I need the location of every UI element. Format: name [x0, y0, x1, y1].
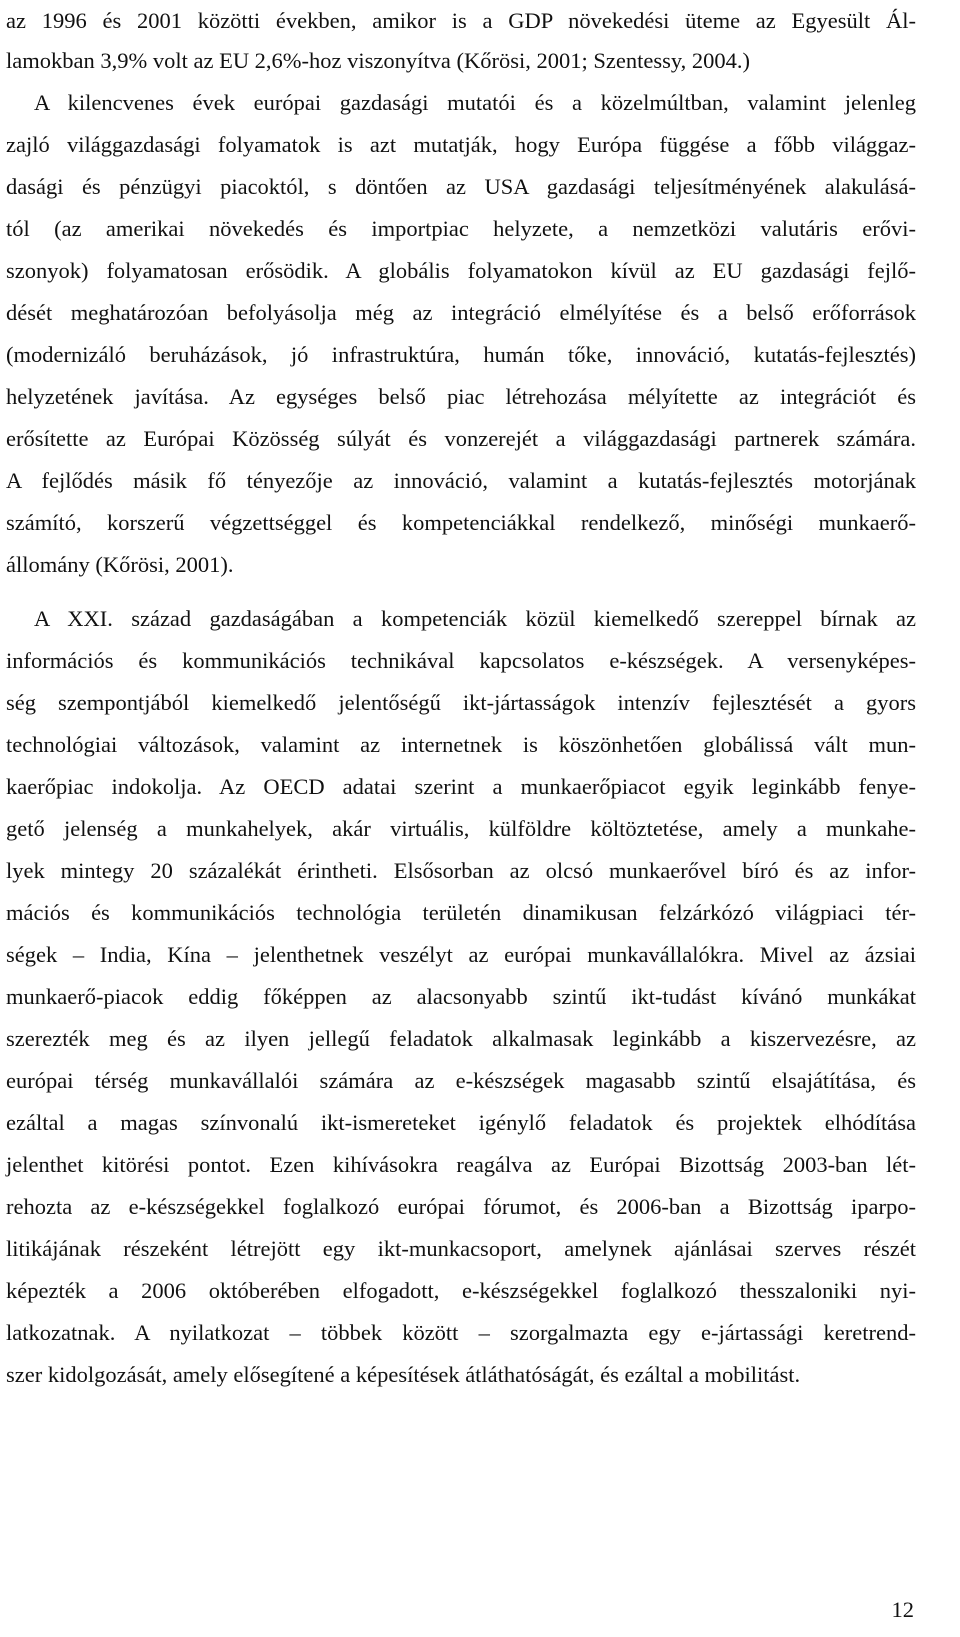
text-line-21: lyek mintegy 20 százalékát érintheti. Elsősorban az olcsó munkaerővel bíró és az infor-	[6, 858, 916, 883]
text-line-28: jelenthet kitörési pontot. Ezen kihívásokra reagálva az Európai Bizottság 2003-ban lét-	[6, 1152, 916, 1177]
text-line-15: A XXI. század gazdaságában a kompetenciák közül kiemelkedő szereppel bírnak az	[34, 606, 916, 631]
text-line-12: A fejlődés másik fő tényezője az innováció, valamint a kutatás-fejlesztés motorjának	[6, 468, 916, 493]
text-line-23: ségek – India, Kína – jelenthetnek veszélyt az európai munkavállalókra. Mivel az ázsiai	[6, 942, 916, 967]
text-line-8: dését meghatározóan befolyásolja még az integráció elmélyítése és a belső erőforrások	[6, 300, 916, 325]
text-line-33: szer kidolgozását, amely elősegítené a képesítések átláthatóságát, és ezáltal a mobilitást.	[6, 1362, 801, 1387]
text-line-19: kaerőpiac indokolja. Az OECD adatai szerint a munkaerőpiacot egyik leginkább fenye-	[6, 774, 916, 799]
text-line-5: dasági és pénzügyi piacoktól, s döntően az USA gazdasági teljesítményének alakulásá-	[6, 174, 916, 199]
text-line-13: számító, korszerű végzettséggel és kompetenciákkal rendelkező, minőségi munkaerő-	[6, 510, 916, 535]
text-line-11: erősítette az Európai Közösség súlyát és vonzerejét a világgazdasági partnerek számára.	[6, 426, 916, 451]
text-line-6: tól (az amerikai növekedés és importpiac helyzete, a nemzetközi valutáris erővi-	[6, 216, 916, 241]
text-line-20: gető jelenség a munkahelyek, akár virtuális, külföldre költöztetése, amely a munkahe-	[6, 816, 916, 841]
text-line-32: latkozatnak. A nyilatkozat – többek között – szorgalmazta egy e-jártassági keretrend-	[6, 1320, 916, 1345]
text-line-29: rehozta az e-készségekkel foglalkozó európai fórumot, és 2006-ban a Bizottság iparpo-	[6, 1194, 916, 1219]
text-line-31: képezték a 2006 októberében elfogadott, e-készségekkel foglalkozó thesszaloniki nyi-	[6, 1278, 916, 1303]
text-line-14: állomány (Kőrösi, 2001).	[6, 552, 234, 577]
text-line-1: az 1996 és 2001 közötti években, amikor is a GDP növekedési üteme az Egyesült Ál-	[6, 8, 916, 33]
text-line-3: A kilencvenes évek európai gazdasági mutatói és a közelmúltban, valamint jelenleg	[34, 90, 916, 115]
text-line-2: lamokban 3,9% volt az EU 2,6%-hoz viszonyítva (Kőrösi, 2001; Szentessy, 2004.)	[6, 48, 751, 73]
text-line-24: munkaerő-piacok eddig főképpen az alacsonyabb szintű ikt-tudást kívánó munkákat	[6, 984, 916, 1009]
text-line-26: európai térség munkavállalói számára az e-készségek magasabb szintű elsajátítása, és	[6, 1068, 916, 1093]
text-line-27: ezáltal a magas színvonalú ikt-ismereteket igénylő feladatok és projektek elhódítása	[6, 1110, 916, 1135]
text-line-16: információs és kommunikációs technikával kapcsolatos e-készségek. A versenyképes-	[6, 648, 916, 673]
text-line-4: zajló világgazdasági folyamatok is azt mutatják, hogy Európa függése a főbb világgaz-	[6, 132, 916, 157]
page-number: 12	[891, 1597, 914, 1622]
text-line-25: szerezték meg és az ilyen jellegű feladatok alkalmasak leginkább a kiszervezésre, az	[6, 1026, 916, 1051]
text-line-17: ség szempontjából kiemelkedő jelentőségű ikt-jártasságok intenzív fejlesztését a gyors	[6, 690, 916, 715]
text-line-10: helyzetének javítása. Az egységes belső piac létrehozása mélyítette az integrációt és	[6, 384, 916, 409]
text-line-22: mációs és kommunikációs technológia területén dinamikusan felzárkózó világpiaci tér-	[6, 900, 916, 925]
text-line-18: technológiai változások, valamint az internetnek is köszönhetően globálissá vált mun-	[6, 732, 916, 757]
text-line-9: (modernizáló beruházások, jó infrastruktúra, humán tőke, innováció, kutatás-fejlesztés)	[6, 342, 916, 367]
text-line-7: szonyok) folyamatosan erősödik. A globális folyamatokon kívül az EU gazdasági fejlő-	[6, 258, 916, 283]
text-line-30: litikájának részeként létrejött egy ikt-munkacsoport, amelynek ajánlásai szerves részét	[6, 1236, 916, 1261]
